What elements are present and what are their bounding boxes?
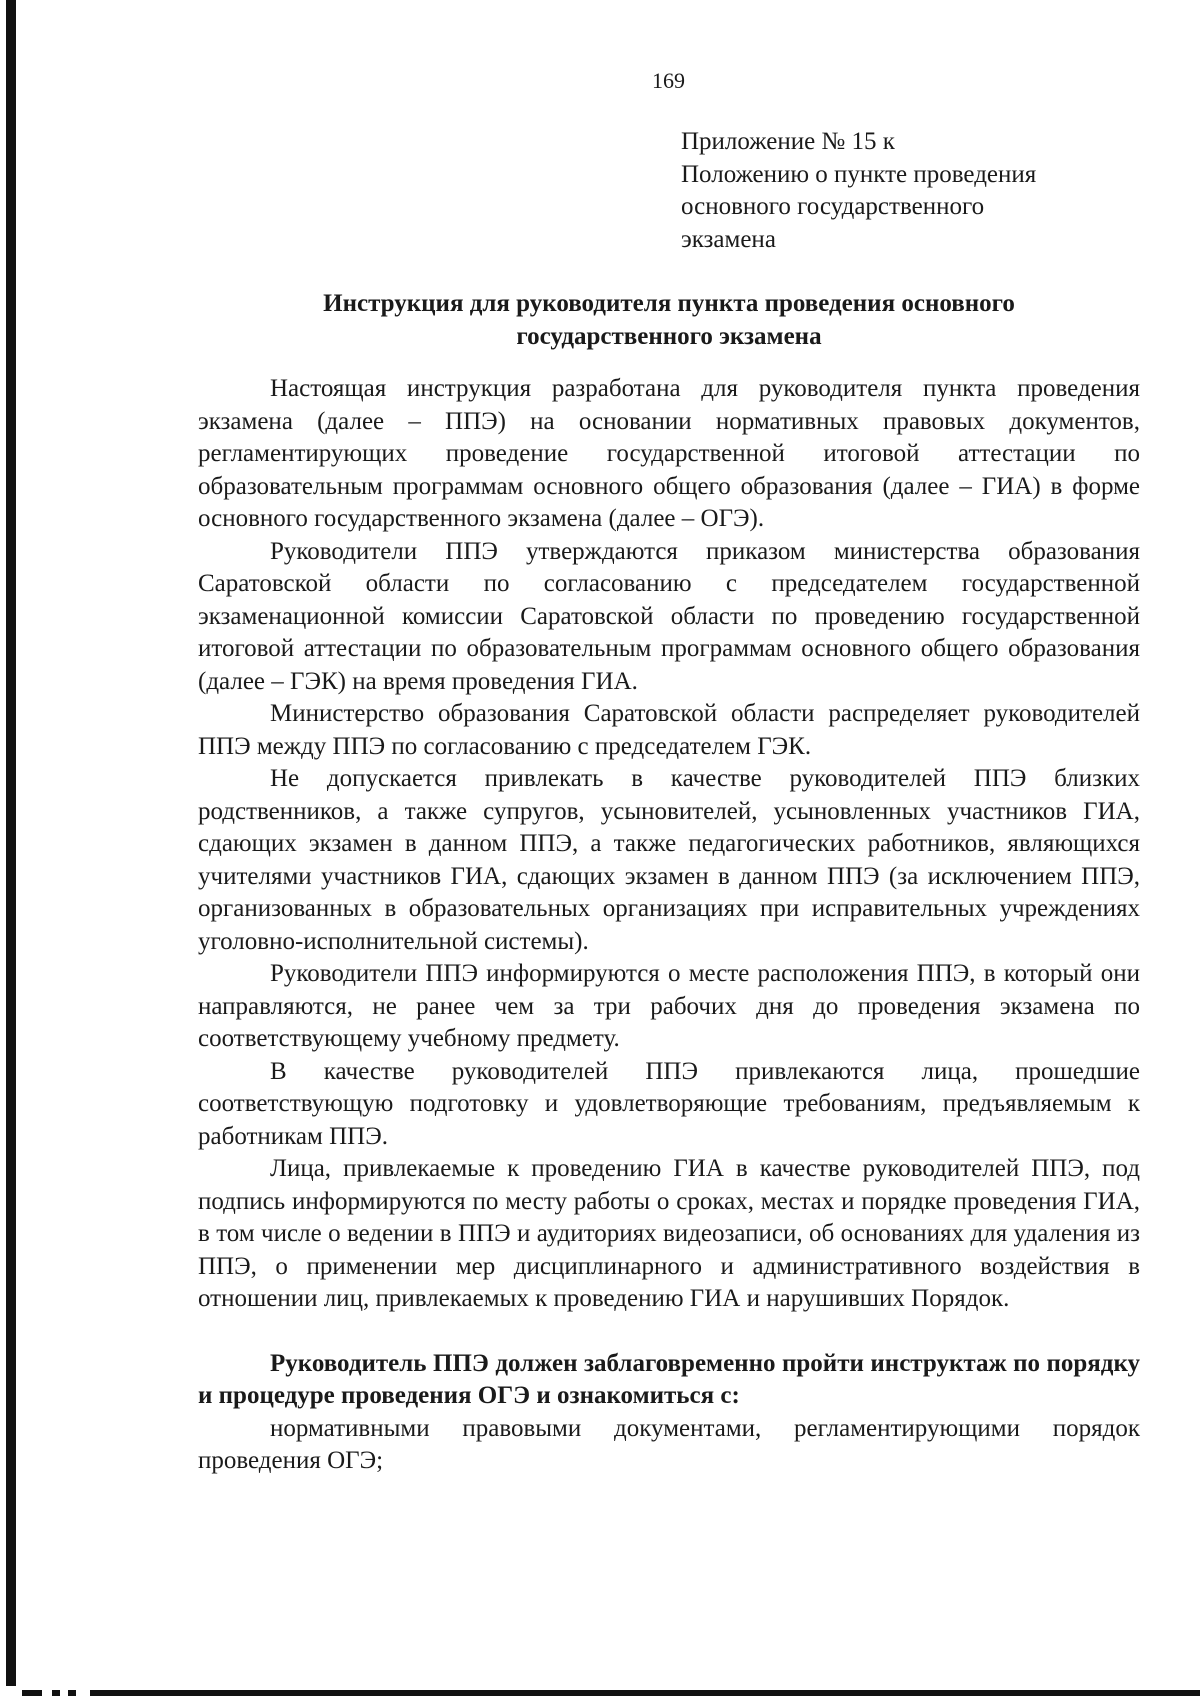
document-title-line: Инструкция для руководителя пункта проведения основного: [323, 290, 1015, 317]
body-paragraph: Руководители ППЭ информируются о месте расположения ППЭ, в который они направляются, не ранее чем за три рабочих дня до проведения экзамена по соответствующему учебному предмету.: [198, 960, 1140, 1052]
scan-border-tick: [22, 1690, 42, 1696]
scan-border-left: [6, 0, 16, 1696]
body-paragraph: Руководители ППЭ утверждаются приказом министерства образования Саратовской области по согласованию с председателем государственной экзаменационной комиссии Саратовской области по проведению государственной итоговой аттестации по образовательным программам основного общего образования (далее – ГЭК) на время проведения ГИА.: [198, 537, 1140, 695]
appendix-line: основного государственного: [681, 193, 985, 220]
body-paragraph: Не допускается привлекать в качестве руководителей ППЭ близких родственников, а также супругов, усыновителей, усыновленных участников ГИА, сдающих экзамен в данном ППЭ, а также педагогических работников, являющихся учителями участников ГИА, сдающих экзамен в данном ППЭ (за исключением ППЭ, организованных в образовательных организациях при исправительных учреждениях уголовно-исполнительной системы).: [198, 765, 1140, 955]
body-paragraph: Министерство образования Саратовской области распределяет руководителей ППЭ между ППЭ по согласованию с председателем ГЭК.: [198, 700, 1140, 760]
body-paragraph: Настоящая инструкция разработана для руководителя пункта проведения экзамена (далее – ППЭ) на основании нормативных правовых документов, регламентирующих проведение государственной итоговой аттестации по образовательным программам основного общего образования (далее – ГИА) в форме основного государственного экзамена (далее – ОГЭ).: [198, 375, 1140, 532]
body-paragraph: В качестве руководителей ППЭ привлекаются лица, прошедшие соответствующую подготовку и удовлетворяющие требованиям, предъявляемым к работникам ППЭ.: [198, 1057, 1140, 1150]
document-title-line: государственного экзамена: [516, 322, 822, 350]
appendix-line: экзамена: [681, 225, 776, 253]
section-heading: Руководитель ППЭ должен заблаговременно пройти инструктаж по порядку и процедуре проведения ОГЭ и ознакомиться с:: [198, 1349, 1140, 1409]
scan-border-tick: [68, 1690, 76, 1696]
appendix-line: Положению о пункте проведения: [681, 160, 1037, 188]
body-paragraph: Лица, привлекаемые к проведению ГИА в качестве руководителей ППЭ, под подпись информируются по месту работы о сроках, местах и порядке проведения ГИА, в том числе о ведении в ППЭ и аудиториях видеозаписи, об основаниях для удаления из ППЭ, о применении мер дисциплинарного и административного воздействия в отношении лиц, привлекаемых к проведению ГИА и нарушивших Порядок.: [198, 1155, 1140, 1312]
document-body: [198, 373, 1140, 1478]
document-title: [198, 288, 1140, 353]
scan-border-line: [90, 1690, 1200, 1696]
appendix-reference: [681, 126, 1141, 256]
page-number: 169: [652, 68, 685, 93]
appendix-line: Приложение № 15 к: [681, 128, 895, 155]
scan-border-tick: [52, 1690, 60, 1696]
scan-border-bottom: [0, 1686, 1200, 1696]
section-paragraph: нормативными правовыми документами, регламентирующими порядок проведения ОГЭ;: [198, 1414, 1140, 1474]
